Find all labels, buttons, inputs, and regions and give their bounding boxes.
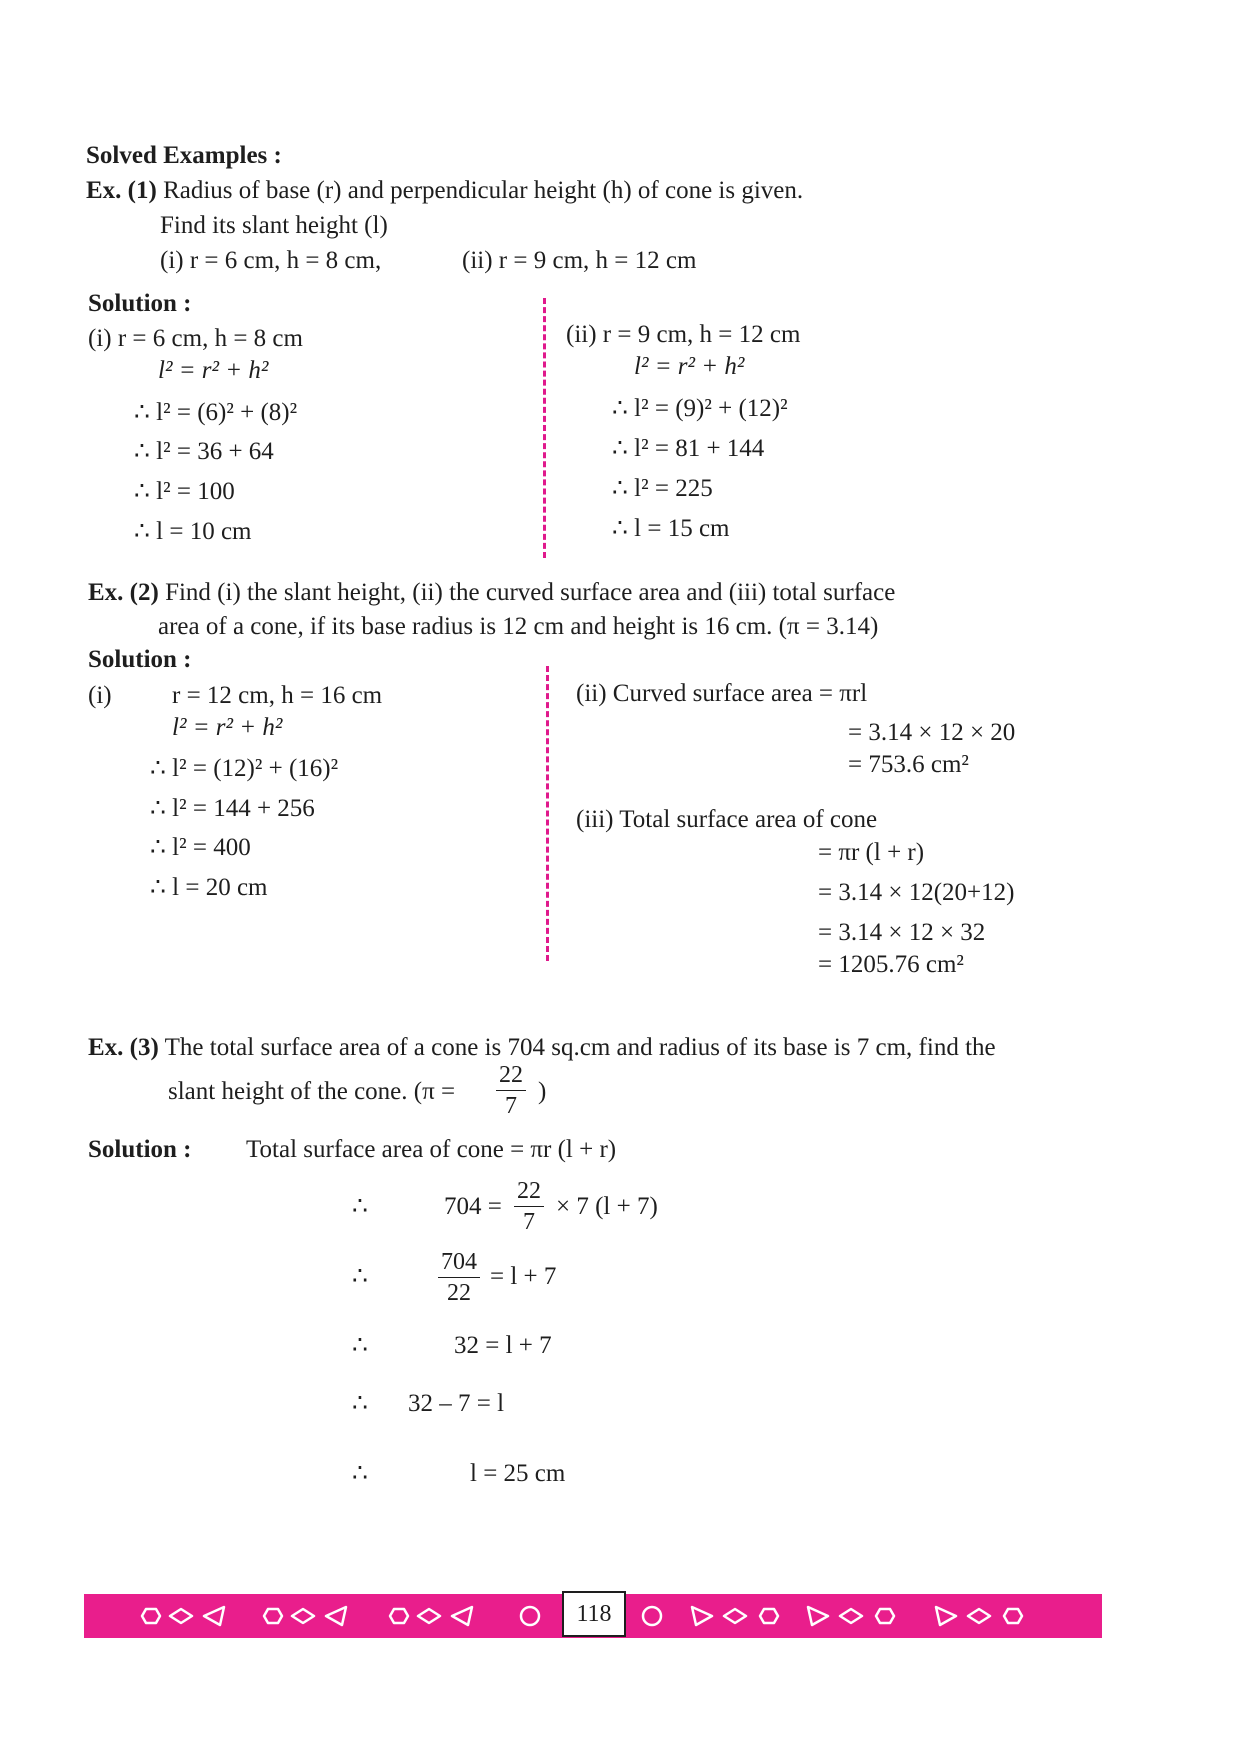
ex3-pi-den: 7 [505, 1093, 517, 1119]
ex2-question [88, 578, 895, 608]
ex1-right-step4: ∴ l = 15 cm [612, 515, 730, 542]
ex1-right-given: (ii) r = 9 cm, h = 12 cm [566, 321, 801, 348]
ex2-tsa-step2: = 3.14 × 12(20+12) [818, 879, 1015, 906]
triangle-left-icon [204, 1607, 224, 1625]
ex3-step4: 32 – 7 = l [408, 1390, 505, 1417]
ex3-step2-right: = l + 7 [490, 1263, 557, 1290]
ex2-left-step3: ∴ l² = 400 [150, 834, 251, 861]
section-heading: Solved Examples : [86, 142, 282, 169]
ex2-left-step4: ∴ l = 20 cm [150, 874, 268, 901]
ex1-left-step2: ∴ l² = 36 + 64 [134, 438, 274, 465]
ex2-left-given: r = 12 cm, h = 16 cm [172, 682, 383, 709]
ex1-right-formula: l² = r² + h² [634, 353, 745, 380]
triangle-left-icon [452, 1607, 472, 1625]
ex3-therefore-3: ∴ [352, 1332, 368, 1359]
ex1-question [86, 176, 803, 206]
ex2-divider [546, 666, 549, 961]
ex3-line1: The total surface area of a cone is 704 sq.cm and radius of its base is 7 cm, find the [164, 1034, 996, 1061]
ex1-part-ii: (ii) r = 9 cm, h = 12 cm [462, 247, 697, 274]
ex3-therefore-4: ∴ [352, 1390, 368, 1417]
ex3-step1-fraction [514, 1177, 544, 1236]
ex1-right-step1: ∴ l² = (9)² + (12)² [612, 395, 788, 422]
ex3-step5: l = 25 cm [470, 1460, 566, 1487]
ex3-close-paren: ) [538, 1078, 547, 1105]
ex3-pi-num: 22 [496, 1061, 526, 1091]
ex1-left-step4: ∴ l = 10 cm [134, 518, 252, 545]
ex2-label: Ex. (2) [88, 579, 159, 606]
diamond-icon [418, 1609, 440, 1623]
hexagon-icon [264, 1609, 282, 1623]
hexagon-icon [142, 1609, 160, 1623]
ex2-tsa-step3: = 3.14 × 12 × 32 [818, 919, 986, 946]
ex3-line2: slant height of the cone. (π = [168, 1078, 456, 1105]
ex1-left-given: (i) r = 6 cm, h = 8 cm [88, 325, 303, 352]
ex1-left-step1: ∴ l² = (6)² + (8)² [134, 399, 298, 426]
ex1-label: Ex. (1) [86, 177, 157, 204]
circle-icon [521, 1607, 539, 1625]
ex3-step2-num: 704 [438, 1248, 480, 1278]
ex3-solution-line: Total surface area of cone = πr (l + r) [246, 1136, 617, 1163]
page-number: 118 [562, 1591, 626, 1637]
ex3-step1-den: 7 [523, 1209, 535, 1235]
hexagon-icon [760, 1609, 778, 1623]
ex2-line1: Find (i) the slant height, (ii) the curved surface area and (iii) total surface [165, 579, 896, 606]
triangle-right-icon [692, 1607, 712, 1625]
ex3-question [88, 1033, 996, 1063]
ex2-left-step1: ∴ l² = (12)² + (16)² [150, 755, 339, 782]
ex3-step3: 32 = l + 7 [454, 1332, 552, 1359]
diamond-icon [840, 1609, 862, 1623]
hexagon-icon [390, 1609, 408, 1623]
ex1-divider [543, 298, 546, 558]
ex1-line2: Find its slant height (l) [160, 212, 388, 239]
ex2-csa-step1: = 3.14 × 12 × 20 [848, 719, 1016, 746]
triangle-right-icon [936, 1607, 956, 1625]
ex2-solution-label: Solution : [88, 646, 192, 673]
ex3-therefore-2: ∴ [352, 1263, 368, 1290]
hexagon-icon [1004, 1609, 1022, 1623]
ex3-solution-label: Solution : [88, 1136, 192, 1163]
hexagon-icon [876, 1609, 894, 1623]
ex3-label: Ex. (3) [88, 1034, 159, 1061]
ex2-left-step2: ∴ l² = 144 + 256 [150, 795, 315, 822]
diamond-icon [170, 1609, 192, 1623]
ex1-line1: Radius of base (r) and perpendicular height (h) of cone is given. [163, 177, 804, 204]
ex3-therefore-1: ∴ [352, 1193, 368, 1220]
ex3-pi-fraction [496, 1061, 526, 1120]
diamond-icon [724, 1609, 746, 1623]
ex3-step1-num: 22 [514, 1177, 544, 1207]
ex2-csa-label: (ii) Curved surface area = πrl [576, 680, 868, 707]
ex1-right-step2: ∴ l² = 81 + 144 [612, 435, 765, 462]
ex3-therefore-5: ∴ [352, 1460, 368, 1487]
ex2-csa-step2: = 753.6 cm² [848, 751, 969, 778]
ex2-tsa-step1: = πr (l + r) [818, 839, 925, 866]
ex1-left-formula: l² = r² + h² [158, 357, 269, 384]
ex2-left-num: (i) [88, 682, 112, 709]
ex1-solution-label: Solution : [88, 290, 192, 317]
ex1-left-step3: ∴ l² = 100 [134, 478, 235, 505]
triangle-right-icon [808, 1607, 828, 1625]
ex3-step2-fraction [438, 1248, 480, 1307]
ex2-tsa-label: (iii) Total surface area of cone [576, 806, 878, 833]
ex1-part-i: (i) r = 6 cm, h = 8 cm, [160, 247, 382, 274]
ex2-tsa-step4: = 1205.76 cm² [818, 951, 964, 978]
diamond-icon [968, 1609, 990, 1623]
triangle-left-icon [326, 1607, 346, 1625]
ex2-line2: area of a cone, if its base radius is 12 cm and height is 16 cm. (π = 3.14) [158, 613, 879, 640]
ex2-left-formula: l² = r² + h² [172, 714, 283, 741]
circle-icon [643, 1607, 661, 1625]
ex3-step1-left: 704 = [444, 1193, 502, 1220]
diamond-icon [292, 1609, 314, 1623]
ex1-right-step3: ∴ l² = 225 [612, 475, 713, 502]
ex3-step2-den: 22 [447, 1280, 471, 1306]
ex3-step1-right: × 7 (l + 7) [556, 1193, 658, 1220]
